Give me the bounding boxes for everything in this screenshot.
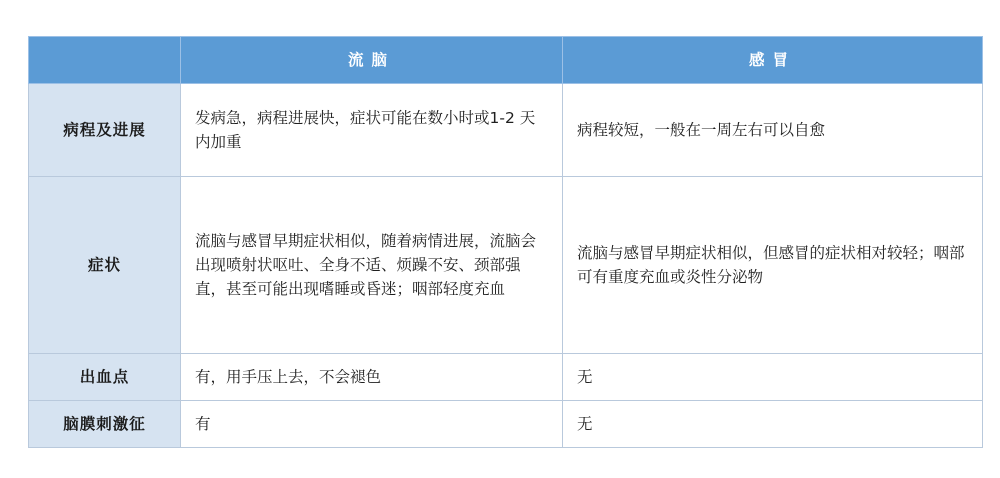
cell-cold-meningeal-irritation: 无	[563, 401, 983, 448]
comparison-table-container	[28, 36, 982, 448]
table-row	[29, 177, 983, 354]
table-header	[29, 37, 983, 84]
header-cold: 感冒	[563, 37, 983, 84]
cell-meningitis-course: 发病急，病程进展快，症状可能在数小时或1-2 天内加重	[181, 84, 563, 177]
row-label-bleeding-points: 出血点	[29, 354, 181, 401]
header-row	[29, 37, 983, 84]
cell-meningitis-meningeal-irritation: 有	[181, 401, 563, 448]
row-label-symptoms: 症状	[29, 177, 181, 354]
table-row	[29, 401, 983, 448]
cell-cold-symptoms: 流脑与感冒早期症状相似，但感冒的症状相对较轻；咽部可有重度充血或炎性分泌物	[563, 177, 983, 354]
cell-cold-course: 病程较短，一般在一周左右可以自愈	[563, 84, 983, 177]
cell-meningitis-symptoms: 流脑与感冒早期症状相似，随着病情进展，流脑会出现喷射状呕吐、全身不适、烦躁不安、颈部强直，甚至可能出现嗜睡或昏迷；咽部轻度充血	[181, 177, 563, 354]
table-row	[29, 354, 983, 401]
header-corner-cell	[29, 37, 181, 84]
comparison-table	[28, 36, 983, 448]
row-label-course: 病程及进展	[29, 84, 181, 177]
row-label-meningeal-irritation: 脑膜刺激征	[29, 401, 181, 448]
table-row	[29, 84, 983, 177]
cell-meningitis-bleeding-points: 有，用手压上去，不会褪色	[181, 354, 563, 401]
table-body	[29, 84, 983, 448]
header-meningitis: 流脑	[181, 37, 563, 84]
cell-cold-bleeding-points: 无	[563, 354, 983, 401]
